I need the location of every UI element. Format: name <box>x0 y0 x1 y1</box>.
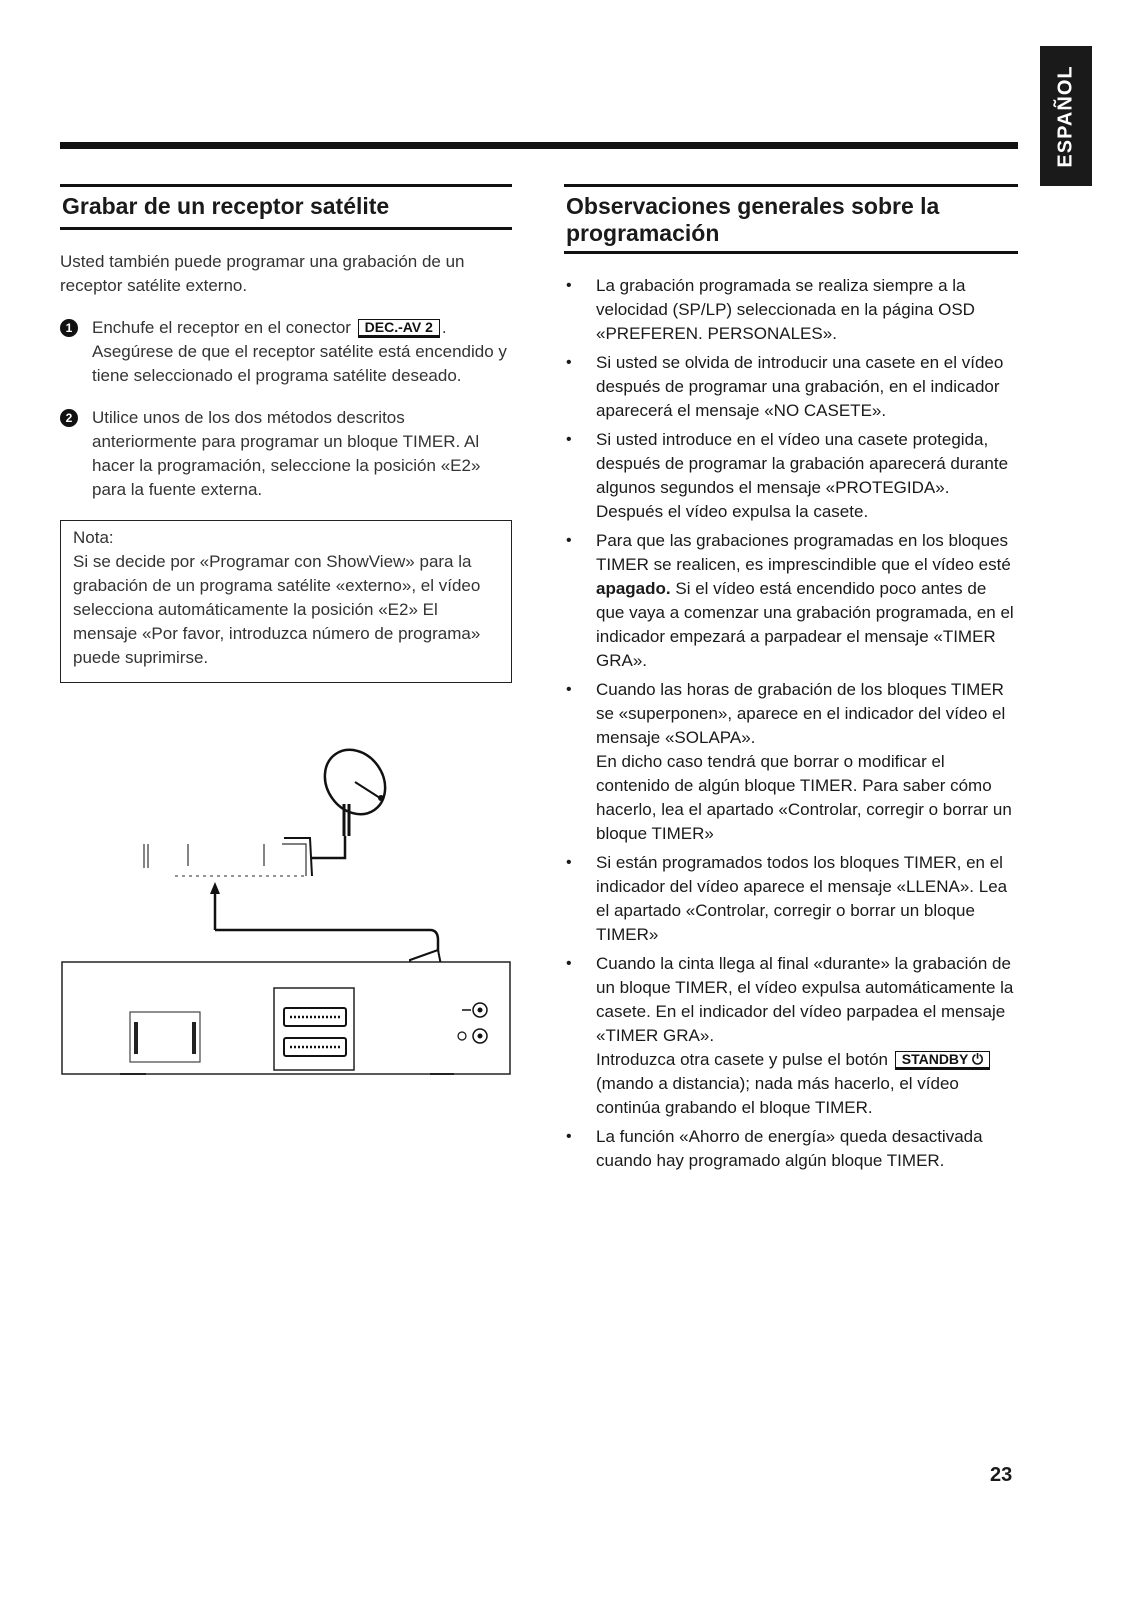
page-number: 23 <box>990 1464 1013 1486</box>
list-item-extra-b: (mando a distancia); nada más hacerlo, el vídeo continúa grabando el bloque TIMER. <box>596 1074 959 1117</box>
list-item-text: Si usted introduce en el vídeo una casete protegida, después de programar la grabación aparecerá durante algunos segundos el mensaje «PROTEGIDA». <box>596 430 1009 497</box>
dec-av2-key-label: DEC.-AV 2 <box>358 319 440 338</box>
note-label: Nota: <box>73 528 114 547</box>
step-1-text-a: Enchufe el receptor en el conector <box>92 318 351 337</box>
step-2 <box>60 406 512 502</box>
list-item-extra: En dicho caso tendrá que borrar o modificar el contenido de algún bloque TIMER. Para saber cómo hacerlo, lea el apartado «Controlar, corregir o borrar un bloque TIMER» <box>596 752 1012 843</box>
list-item-text: Cuando las horas de grabación de los bloques TIMER se «superponen», aparece en el indicador del vídeo el mensaje «SOLAPA». <box>596 680 1006 747</box>
list-item-bold: apagado. <box>596 579 671 598</box>
right-column <box>564 184 1018 1178</box>
step-1 <box>60 316 512 388</box>
list-item <box>564 851 1018 947</box>
language-tab-label: ESPAÑOL <box>1054 64 1077 168</box>
list-item-text: La grabación programada se realiza siempre a la velocidad (SP/LP) seleccionada en la página OSD «PREFEREN. PERSONALES». <box>596 276 975 343</box>
list-item-extra <box>596 1048 1018 1120</box>
list-item <box>564 351 1018 423</box>
list-item <box>564 678 1018 846</box>
list-item <box>564 1125 1018 1173</box>
list-item-text: Cuando la cinta llega al final «durante» la grabación de un bloque TIMER, el vídeo expulsa automáticamente la casete. En el indicador del vídeo parpadea el mensaje «TIMER GRA». <box>596 954 1014 1045</box>
list-item <box>564 529 1018 673</box>
language-tab <box>1040 46 1092 186</box>
vcr-rear-panel-icon <box>62 962 510 1074</box>
list-item-text: Para que las grabaciones programadas en los bloques TIMER se realicen, es imprescindible que el vídeo esté <box>596 531 1011 574</box>
step-1-number: 1 <box>60 319 78 337</box>
step-1-text-b: . Asegúrese de que el receptor satélite está encendido y tiene seleccionado el programa satélite deseado. <box>92 318 507 385</box>
left-column <box>60 184 512 683</box>
programming-notes-list <box>564 274 1018 1173</box>
left-section-title: Grabar de un receptor satélite <box>60 184 512 230</box>
satellite-receiver-icon <box>144 838 312 876</box>
list-item <box>564 952 1018 1120</box>
list-item <box>564 428 1018 524</box>
right-section-title: Observaciones generales sobre la programación <box>564 184 1018 254</box>
list-item-text: Si están programados todos los bloques TIMER, en el indicador del vídeo aparece el mensaje «LLENA». Lea el apartado «Controlar, corregir o borrar un bloque TIMER» <box>596 853 1008 944</box>
step-2-number: 2 <box>60 409 78 427</box>
top-rule <box>60 142 1018 149</box>
left-intro: Usted también puede programar una grabación de un receptor satélite externo. <box>60 252 465 295</box>
list-item-extra-a: Introduzca otra casete y pulse el botón <box>596 1050 889 1069</box>
step-2-text: Utilice unos de los dos métodos descritos anteriormente para programar un bloque TIMER. Al hacer la programación, seleccione la posición «E2» para la fuente externa. <box>92 408 481 499</box>
list-item <box>564 274 1018 346</box>
satellite-dish-icon <box>313 740 398 836</box>
list-item-text: La función «Ahorro de energía» queda desactivada cuando hay programado algún bloque TIMER. <box>596 1127 983 1170</box>
note-text: Si se decide por «Programar con ShowView» para la grabación de un programa satélite «externo», el vídeo selecciona automáticamente la posición «E2» El mensaje «Por favor, introduzca número de programa» puede suprimirse. <box>73 552 481 667</box>
list-item-extra: Después el vídeo expulsa la casete. <box>596 502 869 521</box>
list-item-text-b: Si el vídeo está encendido poco antes de que vaya a comenzar una grabación programada, en el indicador empezará a parpadear el mensaje «TIMER GRA». <box>596 579 1014 670</box>
note-box <box>60 520 512 683</box>
standby-key-label: STANDBY ⏻ <box>895 1051 990 1070</box>
list-item-text: Si usted se olvida de introducir una casete en el vídeo después de programar una grabación, en el indicador aparecerá el mensaje «NO CASETE». <box>596 353 1004 420</box>
satellite-connection-diagram <box>60 740 520 1085</box>
